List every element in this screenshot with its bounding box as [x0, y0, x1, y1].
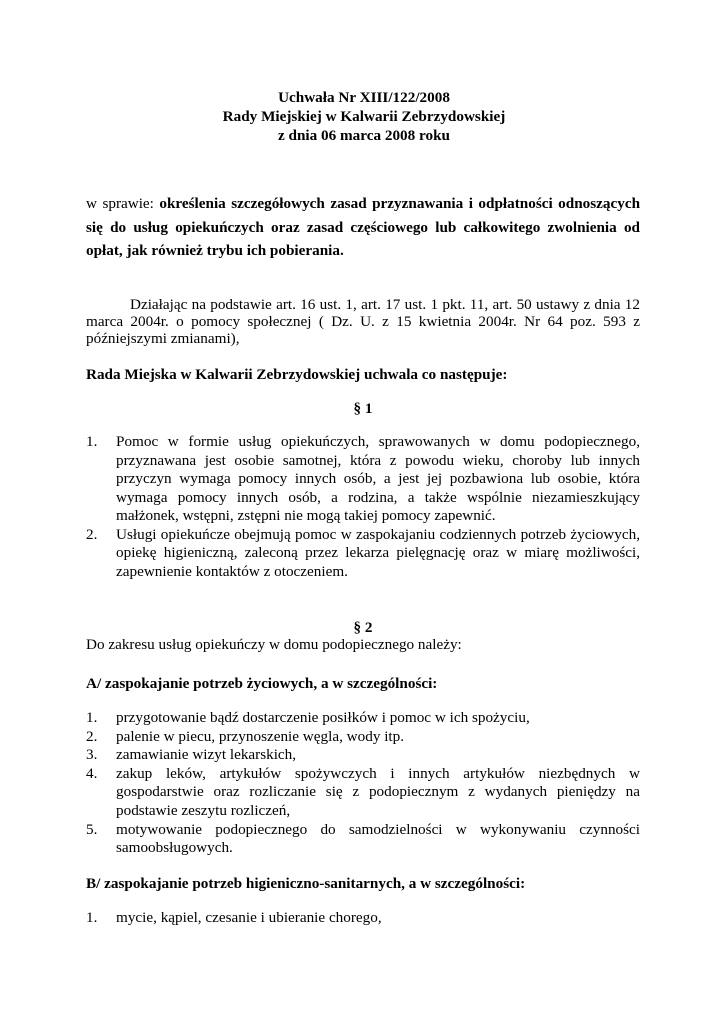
list-item-number: 2. — [86, 525, 98, 543]
list-item — [86, 433, 640, 526]
list-item-number: 3. — [86, 746, 98, 764]
list-item-number: 1. — [86, 709, 98, 726]
legal-basis — [86, 296, 640, 347]
section-1-title: § 1 — [353, 400, 373, 417]
list-item-text: zakup leków, artykułów spożywczych i innych artykułów niezbędnych w gospodarstwie oraz rozliczanie się z podopiecznym z wydanych pieniędzy na podstawie zeszytu rozliczeń, — [116, 764, 640, 819]
list-item — [86, 821, 640, 858]
list-item — [86, 728, 640, 747]
resolution-number: Uchwała Nr XIII/122/2008 — [278, 89, 450, 106]
list-item — [86, 526, 640, 582]
list-item — [86, 765, 640, 821]
list-item — [86, 709, 640, 728]
part-a-heading: A/ zaspokajanie potrzeb życiowych, a w szczególności: — [86, 675, 438, 692]
part-b-list — [86, 909, 640, 927]
list-item-text: mycie, kąpiel, czesanie i ubieranie chorego, — [116, 909, 382, 926]
part-b-heading: B/ zaspokajanie potrzeb higieniczno-sanitarnych, a w szczególności: — [86, 875, 526, 892]
list-item-text: przygotowanie bądź dostarczenie posiłków i pomoc w ich spożyciu, — [116, 709, 530, 726]
list-item — [86, 909, 640, 927]
list-item — [86, 746, 640, 765]
list-item-text: palenie w piecu, przynoszenie węgla, wody itp. — [116, 727, 405, 745]
section-1-list — [86, 433, 640, 581]
list-item-number: 4. — [86, 764, 98, 782]
list-item-text: Usługi opiekuńcze obejmują pomoc w zaspokajaniu codziennych potrzeb życiowych, opiekę higieniczną, zaleconą przez lekarza pielęgnację oraz w miarę możliwości, zapewnienie kontaktów z otoczeniem. — [116, 525, 640, 580]
list-item-number: 5. — [86, 820, 98, 838]
resolution-subject — [86, 192, 640, 263]
section-2-title: § 2 — [353, 619, 373, 636]
issuing-body: Rady Miejskiej w Kalwarii Zebrzydowskiej — [222, 108, 506, 125]
document-header — [0, 88, 724, 145]
list-item-number: 1. — [86, 909, 98, 926]
subject-lead: w sprawie: — [86, 195, 160, 212]
subject-text: określenia szczegółowych zasad przyznawania i odpłatności odnoszących się do usług opiekuńczych oraz zasad częściowego lub całkowitego zwolnienia od opłat, jak również trybu ich pobierania. — [86, 195, 641, 259]
list-item-text: motywowanie podopiecznego do samodzielności w wykonywaniu czynności samoobsługowych. — [116, 820, 640, 857]
section-2-intro: Do zakresu usług opiekuńczy w domu podopiecznego należy: — [86, 636, 462, 653]
list-item-text: zamawianie wizyt lekarskich, — [116, 746, 297, 764]
list-item-number: 1. — [86, 433, 98, 450]
list-item-text: Pomoc w formie usług opiekuńczych, sprawowanych w domu podopiecznego, przyznawana jest osobie samotnej, która z powodu wieku, choroby lub innych przyczyn wymaga pomocy innych osób, a jest jej pozbawiona lub osobie, która wymaga pomocy innych osób, a rodzina, a także wspólnie niezamieszkujący małżonek, wstępni, zstępni nie mogą takiej pomocy zapewnić. — [116, 433, 640, 524]
resolution-statement: Rada Miejska w Kalwarii Zebrzydowskiej uchwala co następuje: — [86, 366, 508, 383]
legal-basis-text: Działając na podstawie art. 16 ust. 1, art. 17 ust. 1 pkt. 11, art. 50 ustawy z dnia 12 marca 2004r. o pomocy społecznej ( Dz. U. z 15 kwietnia 2004r. Nr 64 poz. 593 z późniejszymi zmianami), — [86, 296, 640, 347]
resolution-date: z dnia 06 marca 2008 roku — [278, 127, 450, 144]
part-a-list — [86, 709, 640, 858]
list-item-number: 2. — [86, 727, 98, 745]
